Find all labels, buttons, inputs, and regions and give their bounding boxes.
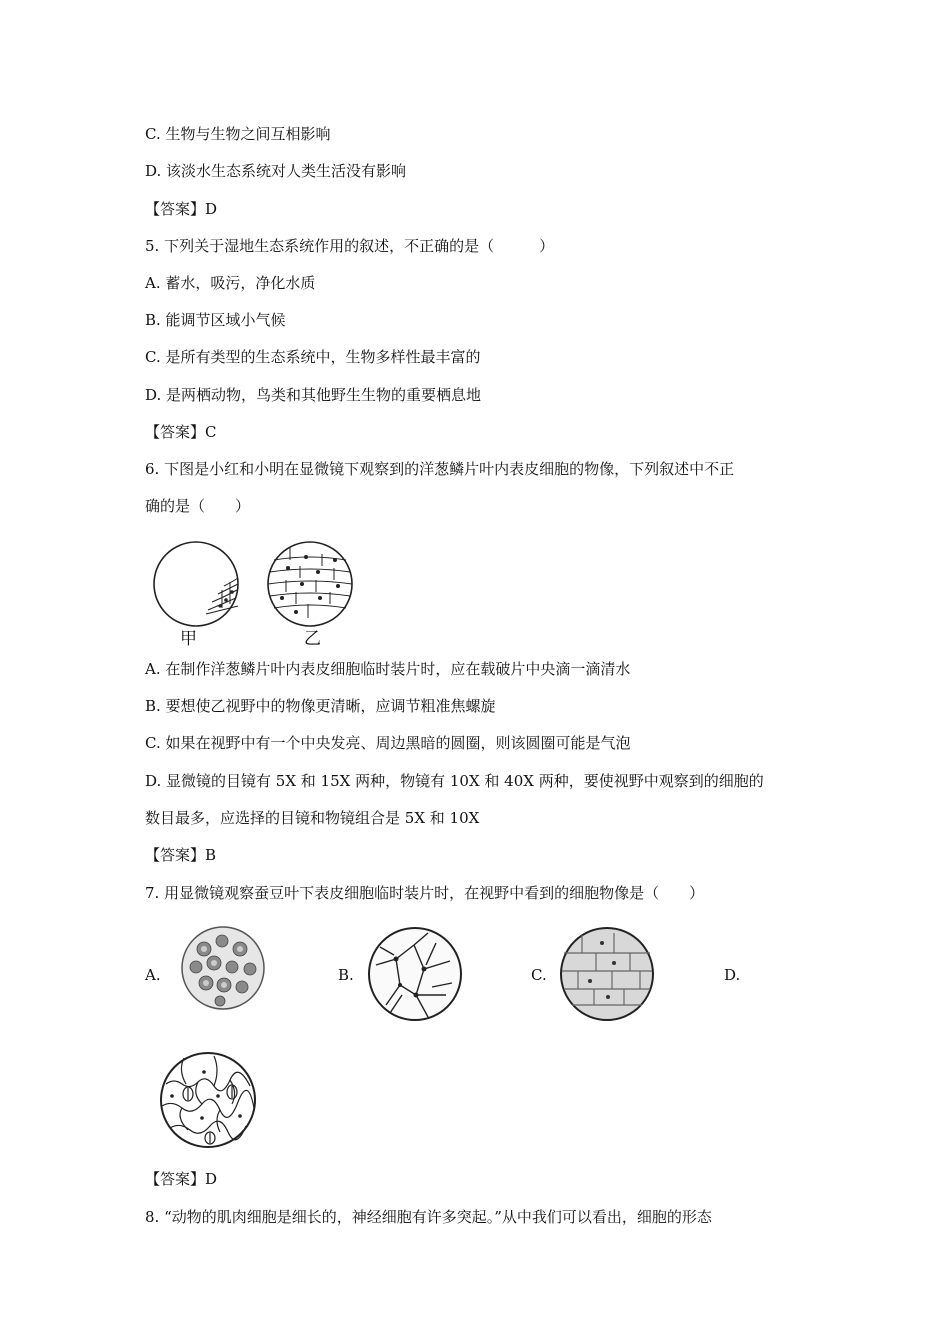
q4-option-c: C. 生物与生物之间互相影响 xyxy=(145,125,331,143)
q6-option-d-line1: D. 显微镜的目镜有 5X 和 15X 两种，物镜有 10X 和 40X 两种，要使视野中观察到的细胞的 xyxy=(145,772,764,790)
blood-cells-field xyxy=(180,925,266,1011)
q6-figure-drawing xyxy=(150,540,360,630)
q7-option-a-image xyxy=(180,925,266,1011)
field-yi xyxy=(268,542,352,626)
q8-stem: 8. “动物的肌肉细胞是细长的，神经细胞有许多突起。”从中我们可以看出，细胞的形态 xyxy=(145,1208,712,1226)
q5-option-d: D. 是两栖动物，鸟类和其他野生生物的重要栖息地 xyxy=(145,386,482,404)
q7-option-d-image xyxy=(158,1050,258,1150)
onion-cells-field xyxy=(558,925,656,1023)
q7-option-d-label: D. xyxy=(724,966,741,984)
q6-option-c: C. 如果在视野中有一个中央发亮、周边黑暗的圆圈，则该圆圈可能是气泡 xyxy=(145,734,631,752)
q5-option-c: C. 是所有类型的生态系统中，生物多样性最丰富的 xyxy=(145,348,481,366)
q5-option-b: B. 能调节区域小气候 xyxy=(145,311,286,329)
q6-figure xyxy=(150,540,360,630)
q6-option-a: A. 在制作洋葱鳞片叶内表皮细胞临时装片时，应在载破片中央滴一滴清水 xyxy=(145,660,631,678)
q6-answer: 【答案】B xyxy=(145,846,217,864)
q6-stem-line1: 6. 下图是小红和小明在显微镜下观察到的洋葱鳞片叶内表皮细胞的物像，下列叙述中不正 xyxy=(145,460,735,478)
q6-stem-line2: 确的是（ ） xyxy=(145,497,251,515)
q6-figure-label-yi: 乙 xyxy=(304,629,321,649)
broad-bean-epidermis-field xyxy=(158,1050,258,1150)
q7-answer: 【答案】D xyxy=(145,1170,218,1188)
q6-figure-label-jia: 甲 xyxy=(180,629,197,649)
q6-option-d-line2: 数目最多，应选择的目镜和物镜组合是 5X 和 10X xyxy=(145,809,480,827)
q5-answer: 【答案】C xyxy=(145,423,217,441)
q7-option-c-image xyxy=(558,925,656,1023)
field-jia xyxy=(154,542,238,626)
q7-option-a-label: A. xyxy=(145,966,161,984)
q6-option-b: B. 要想使乙视野中的物像更清晰，应调节粗准焦螺旋 xyxy=(145,697,496,715)
q5-option-a: A. 蓄水，吸污，净化水质 xyxy=(145,274,316,292)
q7-option-b-label: B. xyxy=(338,966,354,984)
q7-option-c-label: C. xyxy=(531,966,547,984)
q5-stem: 5. 下列关于湿地生态系统作用的叙述，不正确的是（ ） xyxy=(145,237,555,255)
q4-answer: 【答案】D xyxy=(145,200,218,218)
q7-option-b-image xyxy=(366,925,464,1023)
q4-option-d: D. 该淡水生态系统对人类生活没有影响 xyxy=(145,162,407,180)
nerve-cells-field xyxy=(366,925,464,1023)
q7-stem: 7. 用显微镜观察蚕豆叶下表皮细胞临时装片时，在视野中看到的细胞物像是（ ） xyxy=(145,884,705,902)
